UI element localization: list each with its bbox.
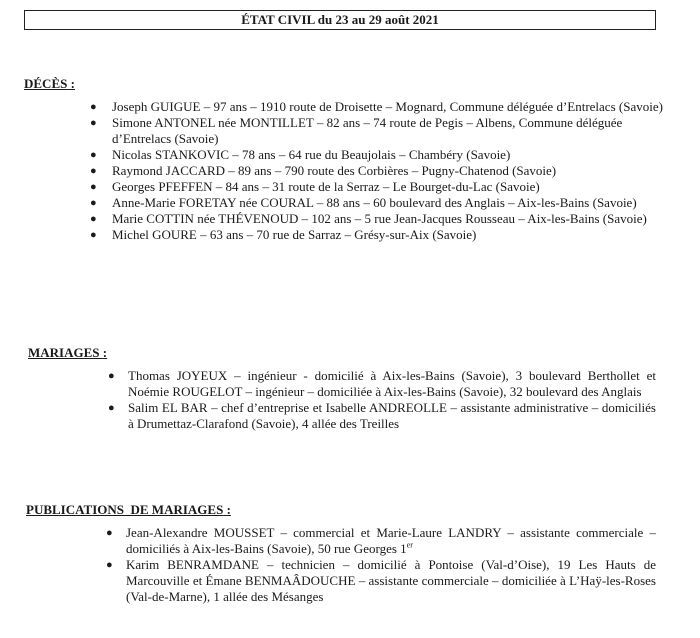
bullet-icon: ● <box>90 117 97 129</box>
list-item <box>24 163 664 179</box>
mariages-section <box>28 345 668 432</box>
list-item-text: Nicolas STANKOVIC – 78 ans – 64 rue du Beaujolais – Chambéry (Savoie) <box>112 147 511 162</box>
superscript-er: er <box>406 540 413 550</box>
deces-heading-colon: : <box>70 76 75 91</box>
bullet-icon: ● <box>90 181 97 193</box>
list-item <box>28 368 656 400</box>
publications-heading-label: PUBLICATIONS DE MARIAGES <box>26 502 224 517</box>
publications-list <box>26 525 656 605</box>
bullet-icon: ● <box>106 559 113 571</box>
list-item <box>24 115 664 147</box>
bullet-icon: ● <box>108 402 115 414</box>
mariages-heading <box>28 345 668 361</box>
list-item <box>26 525 656 557</box>
bullet-icon: ● <box>108 370 115 382</box>
bullet-icon: ● <box>106 527 113 539</box>
bullet-icon: ● <box>90 101 97 113</box>
bullet-icon: ● <box>90 165 97 177</box>
bullet-icon: ● <box>90 197 97 209</box>
mariages-heading-colon: : <box>102 345 108 360</box>
list-item-text: Georges PFEFFEN – 84 ans – 31 route de la Serraz – Le Bourget-du-Lac (Savoie) <box>112 179 540 194</box>
list-item-text: Michel GOURE – 63 ans – 70 rue de Sarraz – Grésy-sur-Aix (Savoie) <box>112 227 477 242</box>
list-item-text: Thomas JOYEUX – ingénieur - domicilié à Aix-les-Bains (Savoie), 3 boulevard Berthollet et Noémie ROUGELOT – ingénieur – domiciliée à Aix-les-Bains (Savoie), 32 boulevard des Anglais <box>128 368 656 399</box>
mariages-list <box>28 368 656 432</box>
deces-list <box>24 99 664 243</box>
bullet-icon: ● <box>90 213 97 225</box>
list-item-text: Marie COTTIN née THÉVENOUD – 102 ans – 5 rue Jean-Jacques Rousseau – Aix-les-Bains (Savoie) <box>112 211 647 226</box>
list-item-text: Raymond JACCARD – 89 ans – 790 route des Corbières – Pugny-Chatenod (Savoie) <box>112 163 557 178</box>
bullet-icon: ● <box>90 149 97 161</box>
deces-heading-label: DÉCÈS <box>24 76 68 91</box>
bullet-icon: ● <box>90 229 97 241</box>
list-item-text: Simone ANTONEL née MONTILLET – 82 ans – 74 route de Pegis – Albens, Commune déléguée d’Entrelacs (Savoie) <box>112 115 623 146</box>
list-item-text: Jean-Alexandre MOUSSET – commercial et Marie-Laure LANDRY – assistante commerciale – domiciliés à Aix-les-Bains (Savoie), 50 rue Georges 1 <box>126 525 656 556</box>
publications-section <box>26 502 666 605</box>
list-item <box>26 557 656 605</box>
list-item <box>24 211 664 227</box>
list-item-text: Joseph GUIGUE – 97 ans – 1910 route de Droisette – Mognard, Commune déléguée d’Entrelacs (Savoie) <box>112 99 663 114</box>
list-item <box>24 179 664 195</box>
list-item <box>28 400 656 432</box>
mariages-heading-label: MARIAGES <box>28 345 100 360</box>
list-item-text: Anne-Marie FORETAY née COURAL – 88 ans – 60 boulevard des Anglais – Aix-les-Bains (Savoie) <box>112 195 637 210</box>
publications-heading <box>26 502 666 518</box>
list-item <box>24 195 664 211</box>
publications-heading-colon: : <box>226 502 231 517</box>
deces-heading <box>24 76 664 92</box>
list-item <box>24 147 664 163</box>
list-item-text: Karim BENRAMDANE – technicien – domicilié à Pontoise (Val-d’Oise), 19 Les Hauts de Marcouville et Émane BENMAÂDOUCHE – assistante commerciale – domiciliée à L’Haÿ-les-Roses (Val-de-Marne), 1 allée des Mésanges <box>126 557 656 604</box>
list-item-text: Salim EL BAR – chef d’entreprise et Isabelle ANDREOLLE – assistante administrative – domiciliés à Drumettaz-Clarafond (Savoie), 4 allée des Treilles <box>128 400 656 431</box>
deces-section <box>24 76 664 243</box>
list-item <box>24 99 664 115</box>
page-title: ÉTAT CIVIL du 23 au 29 août 2021 <box>24 10 656 30</box>
list-item <box>24 227 664 243</box>
